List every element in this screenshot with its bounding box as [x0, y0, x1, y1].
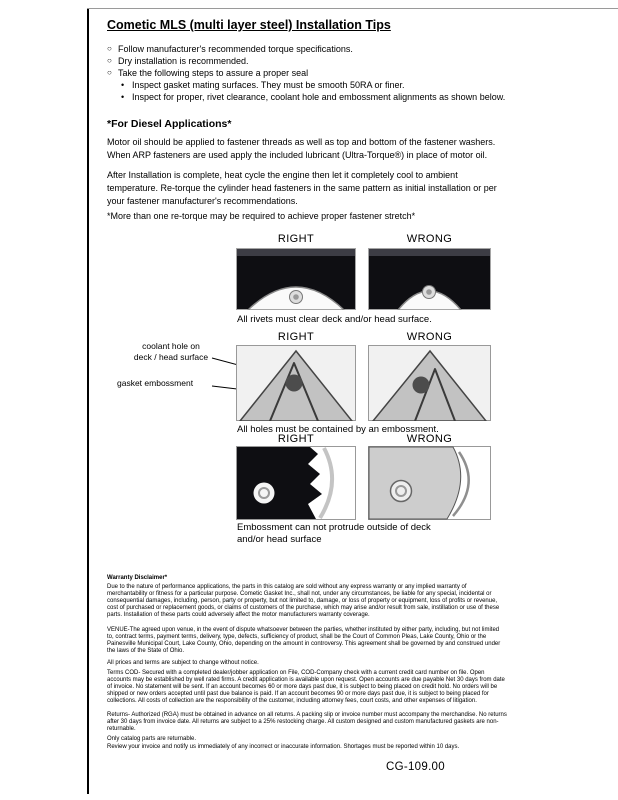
disclaimer-prices: All prices and terms are subject to change without notice.: [107, 660, 259, 666]
wrong-label: WRONG: [406, 331, 453, 343]
list-item: [121, 79, 537, 91]
list-item: [121, 91, 537, 103]
page-code: CG-109.00: [386, 761, 445, 773]
open-bullet-icon: ○: [107, 56, 112, 65]
diagram-caption-rivets: All rivets must clear deck and/or head surface.: [237, 314, 432, 325]
list-item: [107, 43, 537, 55]
open-bullet-icon: ○: [107, 68, 112, 77]
tips-list: [107, 43, 537, 103]
callout-text: deck / head surface: [133, 351, 209, 362]
caption-line: Embossment can not protrude outside of deck: [237, 522, 431, 533]
diesel-paragraph-2: After Installation is complete, heat cycle the engine then let it completely cool to ambient temperature. Re-torque the cylinder head fasteners in the same pattern as initial installation or per your fastener manufacturer's recommendations.: [107, 170, 497, 206]
tip-text: Follow manufacturer's recommended torque specifications.: [118, 44, 353, 54]
coolant-hole-icon: [286, 375, 303, 392]
gasket-shape: [237, 447, 322, 519]
diagram-rivet-right: [236, 248, 356, 310]
diagram-protrusion-wrong: [368, 446, 491, 520]
bolt-hole-icon: [254, 483, 275, 504]
filled-bullet-icon: •: [121, 80, 125, 90]
open-bullet-icon: ○: [107, 44, 112, 53]
caption-line: and/or head surface: [237, 534, 322, 545]
top-margin-rule: [87, 8, 618, 9]
diagram-rivet-wrong: [368, 248, 491, 310]
list-item: [107, 67, 537, 79]
filled-bullet-icon: •: [121, 92, 125, 102]
right-label: RIGHT: [277, 331, 315, 343]
diagram-caption-protrusion: [237, 522, 431, 546]
disclaimer-terms: Terms COD- Secured with a completed dealer/jobber application on File, COD-Company check with a current credit card number on file. Open accounts may be established by well rated firms. A credit application is available upon request. Open accounts are due payable Net 30 days from date of invoice. No statement will be sent. If an account becomes 60 or more days past due, it is subject to being placed on credit hold. No orders will be shipped or new orders accepted until past due balance is paid. If an account becomes 90 or more days past due, it is subject to being placed for collections. All costs of collection are the responsibility of the customer, including attorney fees, court costs, and other expenses of litigation.: [107, 670, 505, 704]
disclaimer-warranty: Due to the nature of performance applications, the parts in this catalog are sold without any express warranty or any implied warranty of merchantability or fitness for a particular purpose. Cometic Gasket Inc., shall not, under any circumstances, be liable for any special, incidental or consequential damages, including, person, party or property, but not limited to, damage, or loss of property or equipment, loss of profits or revenue, cost of purchased or replacement goods, or claims of customers of the purchase, which may arise and/or result from sale, instillation or use of these parts. Installation of these parts could adversely affect the motor manufacturers warranty coverage.: [107, 584, 500, 618]
coolant-hole-icon: [413, 377, 430, 394]
disclaimer-review: Review your invoice and notify us immediately of any incorrect or inaccurate information. Shortages must be reported within 10 days.: [107, 744, 460, 750]
bolt-hole-icon: [391, 481, 412, 502]
coolant-hole-callout: [126, 341, 216, 362]
diagram-embossment-wrong: [368, 345, 491, 421]
diagram-embossment-right: [236, 345, 356, 421]
gasket-embossment-callout: gasket embossment: [117, 378, 194, 388]
page-title: Cometic MLS (multi layer steel) Installation Tips: [107, 18, 391, 32]
tip-text: Dry installation is recommended.: [118, 56, 249, 66]
diesel-paragraph-1: Motor oil should be applied to fastener threads as well as top and bottom of the fastener washers. When ARP fasteners are used apply the included lubricant (Ultra-Torque®) in place of motor oil.: [107, 137, 496, 160]
right-label: RIGHT: [277, 233, 315, 245]
tip-text: Take the following steps to assure a proper seal: [118, 68, 309, 78]
diesel-applications-heading: *For Diesel Applications*: [107, 118, 232, 130]
tip-text: Inspect gasket mating surfaces. They must be smooth 50RA or finer.: [132, 80, 405, 90]
diagram-caption-holes: All holes must be contained by an embossment.: [237, 424, 439, 435]
callout-text: coolant hole on: [142, 341, 200, 351]
left-margin-rule: [87, 8, 89, 794]
disclaimer-heading: Warranty Disclaimer*: [107, 575, 168, 581]
disclaimer-venue: VENUE-The agreed upon venue, in the event of dispute whatsoever between the parties, whether instituted by either party, including, but not limited to, contract terms, payment terms, delivery, type, defects, sufficiency of product, shall be the Court of Common Pleas, Lake County, Ohio or the Painesville Municipal Court, Lake County, Ohio, depending on the amount in controversy. This agreement shall be governed by and construed under the laws of the State of Ohio.: [107, 627, 501, 654]
right-label: RIGHT: [277, 433, 315, 445]
deck-shape: [369, 447, 461, 519]
wrong-label: WRONG: [406, 433, 453, 445]
list-item: [107, 55, 537, 67]
diagram-protrusion-right: [236, 446, 356, 520]
wrong-label: WRONG: [406, 233, 453, 245]
tip-text: Inspect for proper, rivet clearance, coolant hole and embossment alignments as shown below.: [132, 92, 506, 102]
retorque-note: *More than one re-torque may be required to achieve proper fastener stretch*: [107, 211, 416, 221]
disclaimer-returns: Returns- Authorized (RGA) must be obtained in advance on all returns. A packing slip or invoice number must accompany the merchandise. No returns after 30 days from invoice date. All returns are subject to a 25% restocking charge. All custom designed and custom manufactured gaskets are non-returnable.: [107, 712, 507, 732]
disclaimer-catalog: Only catalog parts are returnable.: [107, 736, 197, 742]
